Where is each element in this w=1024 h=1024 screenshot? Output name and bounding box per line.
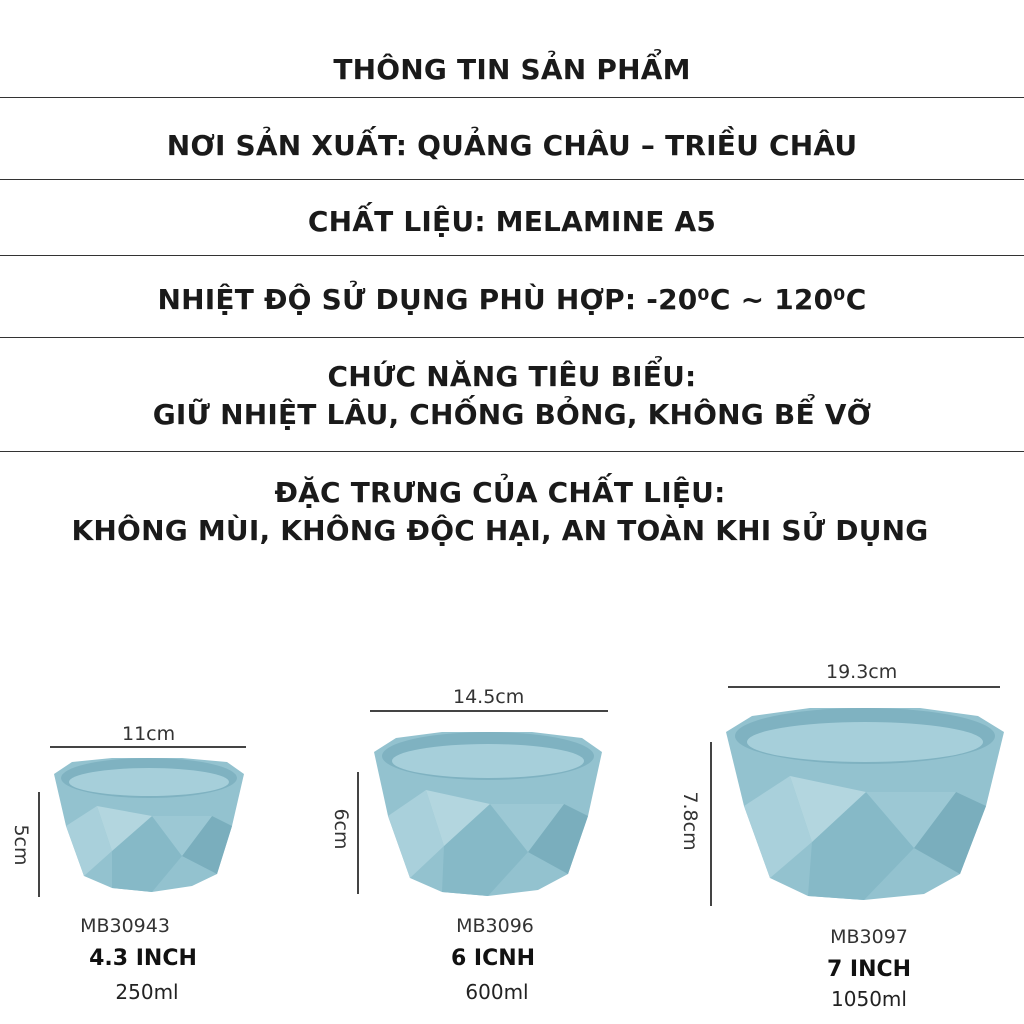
feature-text: KHÔNG MÙI, KHÔNG ĐỘC HẠI, AN TOÀN KHI SỬ DỤNG [71,514,929,547]
product-code: MB3097 [830,926,908,948]
divider [0,451,1024,452]
bowl-medium-image [372,730,604,898]
product-size: 4.3 INCH [89,946,197,971]
width-label: 14.5cm [453,686,525,708]
title-row [0,46,1024,94]
height-label: 7.8cm [679,791,701,851]
feature-heading: ĐẶC TRƯNG CỦA CHẤT LIỆU: [274,476,726,509]
divider [0,337,1024,338]
product-size: 7 INCH [826,957,912,982]
origin-row [0,122,1024,170]
product-size: 6 ICNH [450,946,536,971]
height-line [38,792,40,897]
divider [0,255,1024,256]
page-title: THÔNG TIN SẢN PHẨM [333,53,691,86]
product-capacity: 1050ml [831,987,907,1011]
origin-text: NƠI SẢN XUẤT: QUẢNG CHÂU – TRIỀU CHÂU [166,129,858,162]
divider [0,97,1024,98]
bowl-small-image [52,756,246,894]
height-line [710,742,712,906]
product-code: MB3096 [456,915,534,937]
height-line [357,772,359,894]
bowl-large-image [724,706,1006,902]
temperature-text: NHIỆT ĐỘ SỬ DỤNG PHÙ HỢP: -20⁰C ~ 120⁰C [157,283,867,316]
height-label: 6cm [330,808,352,850]
feature-row [0,472,1012,552]
function-row [0,356,1024,436]
material-text: CHẤT LIỆU: MELAMINE A5 [307,205,717,238]
height-label: 5cm [10,824,32,866]
width-line [370,710,608,712]
width-label: 19.3cm [826,661,898,683]
width-line [50,746,246,748]
product-capacity: 250ml [115,980,179,1004]
width-line [728,686,1000,688]
material-row [0,198,1024,246]
product-capacity: 600ml [465,980,529,1004]
divider [0,179,1024,180]
function-text: GIỮ NHIỆT LÂU, CHỐNG BỎNG, KHÔNG BỂ VỠ [152,398,872,431]
function-heading: CHỨC NĂNG TIÊU BIỂU: [327,360,697,393]
product-code: MB30943 [80,915,170,937]
temperature-row [0,276,1024,324]
width-label: 11cm [122,723,176,745]
